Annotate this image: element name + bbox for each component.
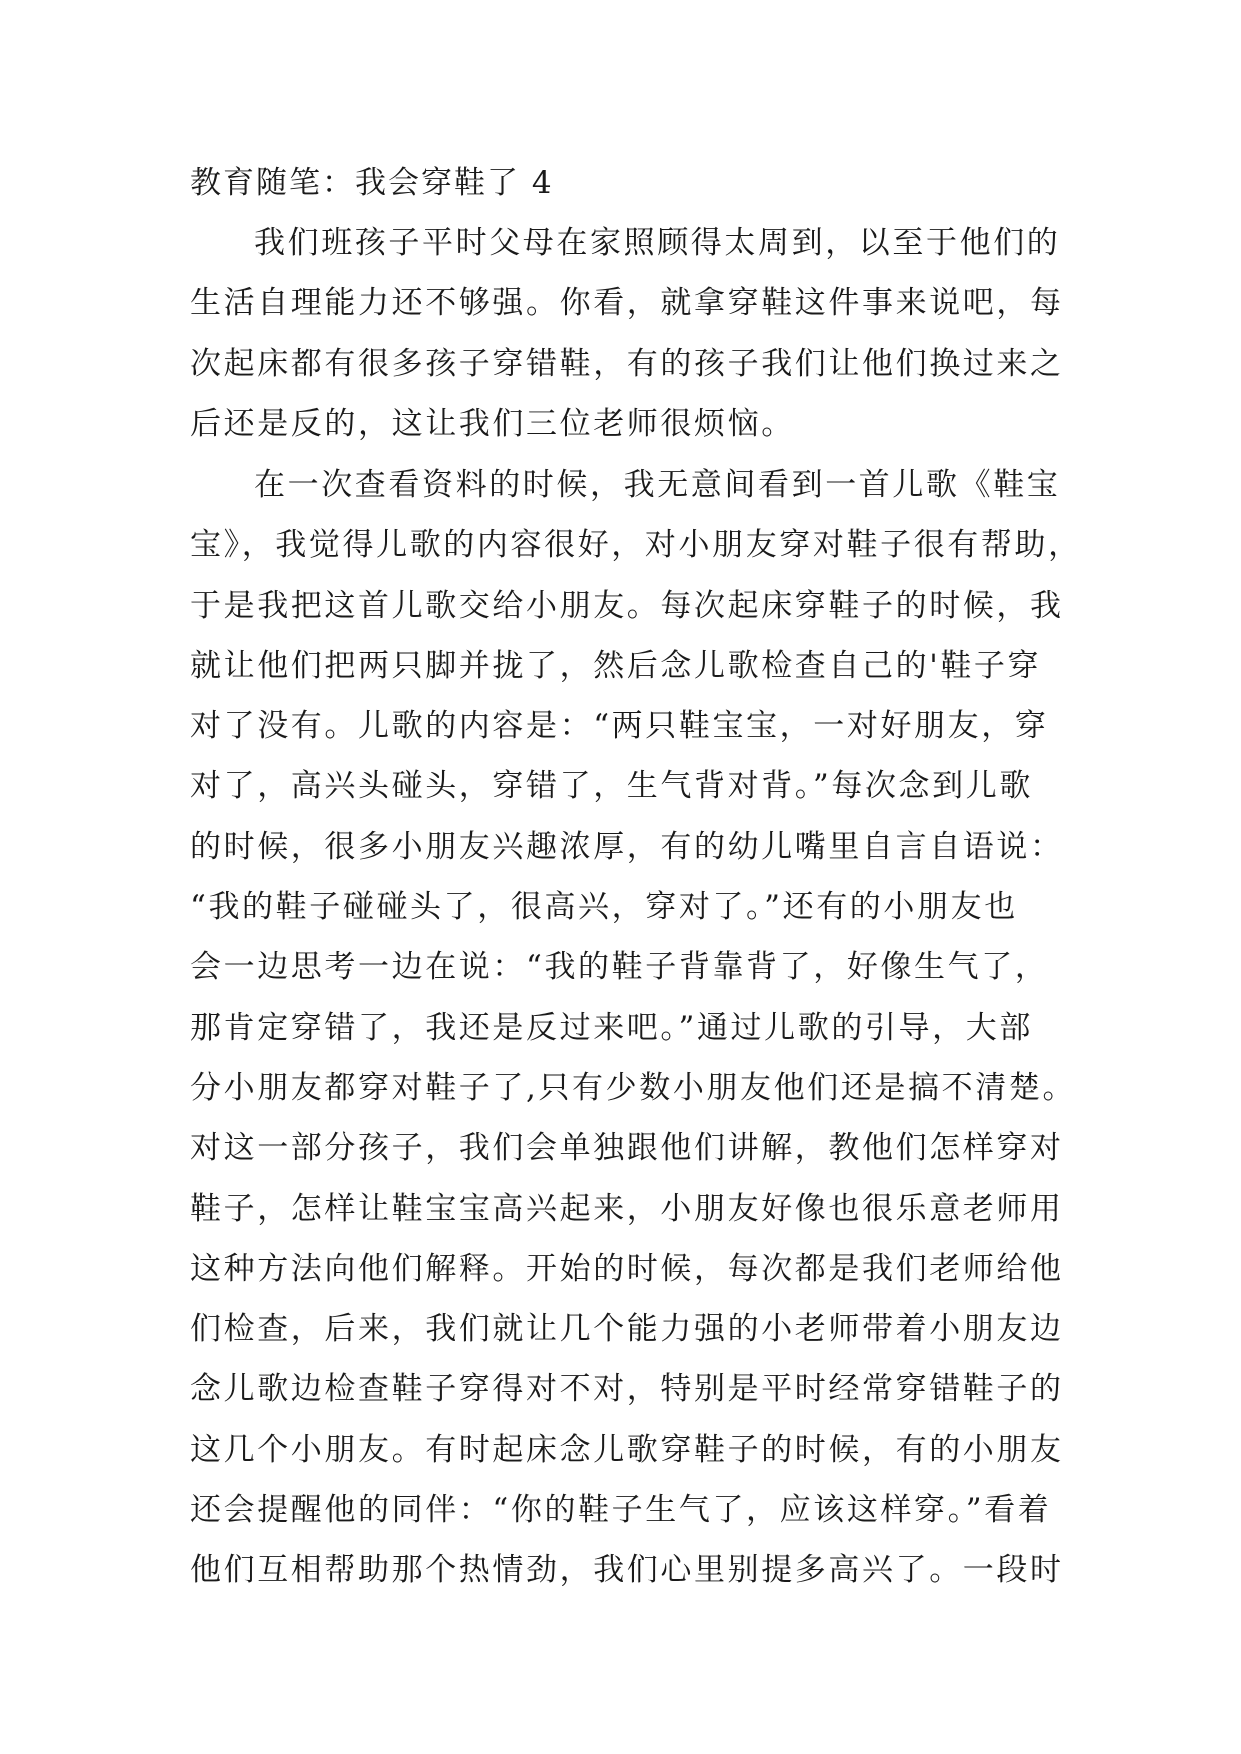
text-line: 在一次查看资料的时候，我无意间看到一首儿歌《鞋宝 xyxy=(254,467,1061,503)
text-line: 分小朋友都穿对鞋子了,只有少数小朋友他们还是搞不清楚。 xyxy=(190,1069,1077,1106)
text-line: 会一边思考一边在说：“我的鞋子背靠背了，好像生气了， xyxy=(190,949,1049,986)
text-line: 生活自理能力还不够强。你看，就拿穿鞋这件事来说吧，每 xyxy=(190,285,1064,322)
text-line: 他们互相帮助那个热情劲，我们心里别提多高兴了。一段时 xyxy=(190,1552,1064,1589)
text-line: 就让他们把两只脚并拢了，然后念儿歌检查自己的'鞋子穿 xyxy=(190,647,1042,684)
text-line: 这几个小朋友。有时起床念儿歌穿鞋子的时候，有的小朋友 xyxy=(190,1431,1064,1468)
text-line: 对这一部分孩子，我们会单独跟他们讲解，教他们怎样穿对 xyxy=(190,1130,1064,1167)
text-line: 那肯定穿错了，我还是反过来吧。”通过儿歌的引导，大部 xyxy=(190,1009,1033,1046)
text-line: 还会提醒他的同伴：“你的鞋子生气了，应该这样穿。”看着 xyxy=(190,1492,1052,1529)
text-line: 念儿歌边检查鞋子穿得对不对，特别是平时经常穿错鞋子的 xyxy=(190,1371,1064,1408)
paragraph-2 xyxy=(190,464,1082,1610)
text-line: 对了没有。儿歌的内容是：“两只鞋宝宝，一对好朋友，穿 xyxy=(190,708,1049,745)
text-line: 这种方法向他们解释。开始的时候，每次都是我们老师给他 xyxy=(190,1250,1064,1287)
text-line: 宝》，我觉得儿歌的内容很好，对小朋友穿对鞋子很有帮助， xyxy=(190,527,1082,564)
text-line: 后还是反的，这让我们三位老师很烦恼。 xyxy=(190,405,795,442)
text-line: 次起床都有很多孩子穿错鞋，有的孩子我们让他们换过来之 xyxy=(190,345,1064,382)
text-line: 对了，高兴头碰头，穿错了，生气背对背。”每次念到儿歌 xyxy=(190,768,1033,805)
text-line: 鞋子，怎样让鞋宝宝高兴起来，小朋友好像也很乐意老师用 xyxy=(190,1190,1064,1227)
paragraph-1 xyxy=(190,222,1064,463)
text-line: 于是我把这首儿歌交给小朋友。每次起床穿鞋子的时候，我 xyxy=(190,587,1064,624)
document-title: 教育随笔：我会穿鞋了 4 xyxy=(190,165,554,201)
text-line: 们检查，后来，我们就让几个能力强的小老师带着小朋友边 xyxy=(190,1311,1064,1348)
text-line: “我的鞋子碰碰头了，很高兴，穿对了。”还有的小朋友也 xyxy=(190,889,1018,926)
text-line: 的时候，很多小朋友兴趣浓厚，有的幼儿嘴里自言自语说： xyxy=(190,828,1064,865)
text-line: 我们班孩子平时父母在家照顾得太周到，以至于他们的 xyxy=(254,225,1061,261)
